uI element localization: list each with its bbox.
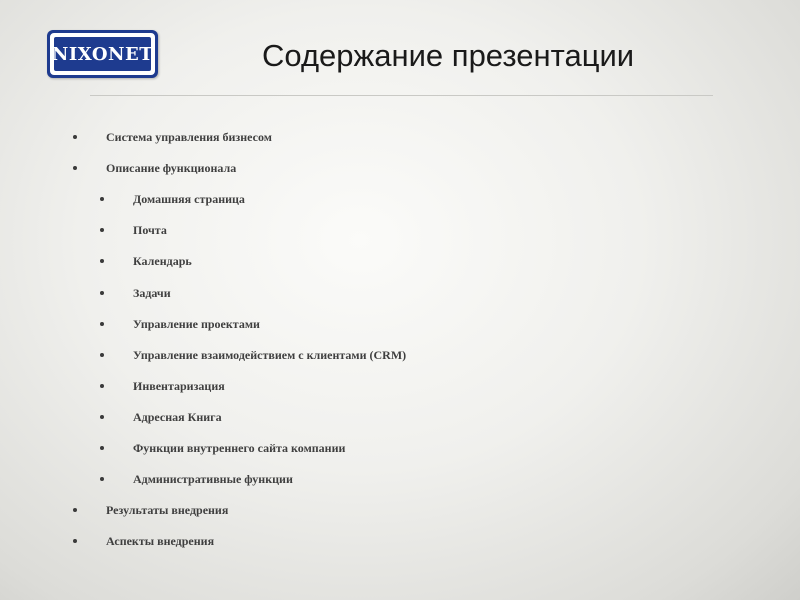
list-item-label: Адресная Книга [133,409,222,424]
bullet-icon [73,166,77,170]
bullet-icon [100,446,104,450]
list-item-label: Задачи [133,285,171,300]
bullet-icon [73,539,77,543]
list-item-label: Почта [133,223,167,238]
nixonet-logo [47,30,158,78]
list-item-label: Управление проектами [133,316,260,331]
list-item-label: Результаты внедрения [106,503,229,518]
list-item-label: Календарь [133,254,192,269]
logo-box [51,37,154,71]
list-item-label: Управление взаимодействием с клиентами (CRM) [133,347,407,362]
bullet-icon [100,228,104,232]
list-item-label: Система управления бизнесом [106,130,272,144]
list-item-label: Домашняя страница [133,192,245,207]
bullet-icon [73,508,77,512]
logo-frame [50,33,155,75]
bullet-icon [73,135,77,139]
title-divider [90,95,713,96]
list-item-label: Функции внутреннего сайта компании [133,441,346,455]
bullet-icon [100,322,104,326]
list-item-label: Административные функции [133,472,293,487]
bullet-icon [100,415,104,419]
list-item-label: Описание функционала [106,161,237,176]
bullet-icon [100,259,104,263]
bullet-icon [100,384,104,388]
bullet-icon [100,197,104,201]
page-title: Содержание презентации [262,38,635,73]
logo-text: NIXONET [51,43,154,65]
bullet-icon [100,477,104,481]
list-item-label: Аспекты внедрения [106,534,215,549]
bullet-icon [100,291,104,295]
list-item-label: Инвентаризация [133,378,225,393]
bullet-icon [100,353,104,357]
